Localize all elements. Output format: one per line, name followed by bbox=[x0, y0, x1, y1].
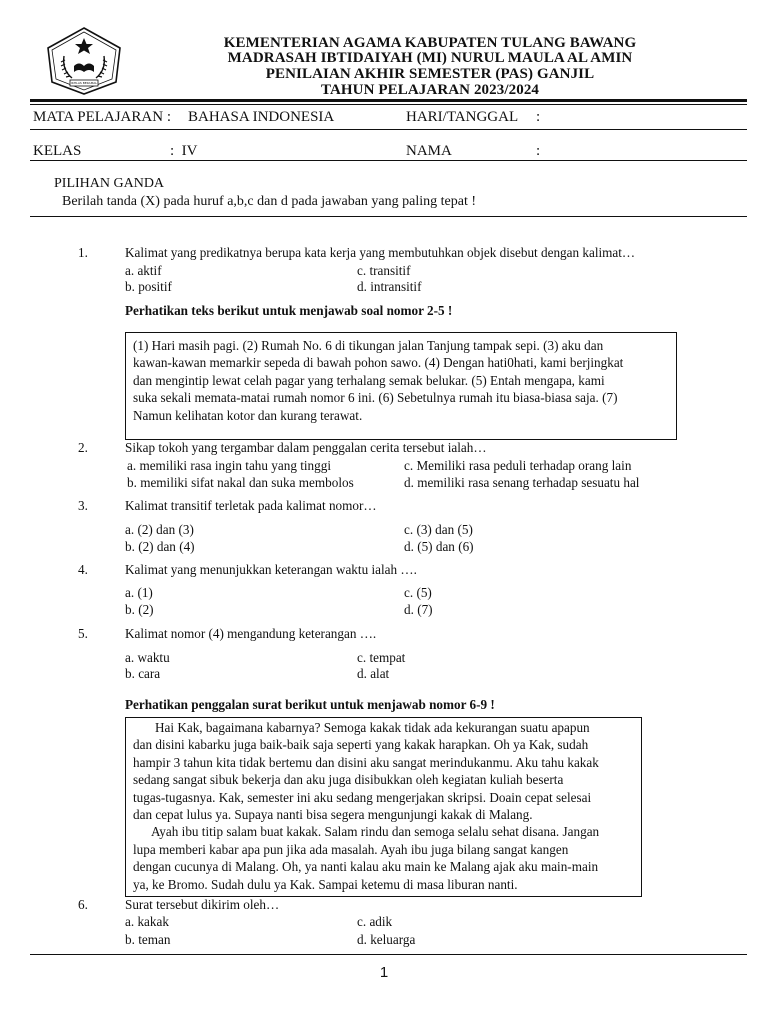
passage-1-line: Namun kelihatan kotor dan kurang terawat. bbox=[133, 407, 363, 423]
q2-number: 2. bbox=[78, 440, 88, 455]
q3-option-b[interactable]: b. (2) dan (4) bbox=[125, 539, 195, 554]
q6-number: 6. bbox=[78, 897, 88, 912]
q4-option-a[interactable]: a. (1) bbox=[125, 585, 153, 600]
section-title: PILIHAN GANDA bbox=[54, 176, 165, 191]
info-divider-2 bbox=[30, 160, 747, 161]
q2-option-d[interactable]: d. memiliki rasa senang terhadap sesuatu hal bbox=[404, 475, 640, 490]
q3-text: Kalimat transitif terletak pada kalimat nomor… bbox=[125, 498, 377, 513]
q5-option-a[interactable]: a. waktu bbox=[125, 650, 170, 665]
q2-option-a[interactable]: a. memiliki rasa ingin tahu yang tinggi bbox=[127, 458, 332, 473]
passage-1-line: (1) Hari masih pagi. (2) Rumah No. 6 di tikungan jalan Tanjung tampak sepi. (3) aku dan bbox=[133, 338, 604, 353]
logo-caption: IKHLAS BERAMAL bbox=[70, 81, 98, 85]
letter-line: dan disini kabarku juga baik-baik saja seperti yang kakak harapkan. Oh ya Kak, sudah bbox=[133, 737, 589, 753]
q4-option-d[interactable]: d. (7) bbox=[404, 602, 433, 617]
letter-line: sedang sangat sibuk bekerja dan aku juga disibukkan oleh kegiatan kuliah beserta bbox=[133, 772, 564, 788]
q5-option-c[interactable]: c. tempat bbox=[357, 650, 406, 665]
q3-option-c[interactable]: c. (3) dan (5) bbox=[404, 522, 473, 537]
q2-option-c[interactable]: c. Memiliki rasa peduli terhadap orang lain bbox=[404, 458, 632, 473]
letter-line: tugas-tugasnya. Kak, semester ini aku sedang mengerjakan skripsi. Doain cepat selesai bbox=[133, 789, 592, 805]
section-divider bbox=[30, 216, 747, 217]
q6-option-d[interactable]: d. keluarga bbox=[357, 932, 416, 947]
letter-passage-box bbox=[125, 717, 642, 897]
passage-1-box bbox=[125, 332, 677, 440]
q5-text: Kalimat nomor (4) mengandung keterangan …. bbox=[125, 626, 377, 641]
q3-number: 3. bbox=[78, 498, 88, 513]
q6-option-b[interactable]: b. teman bbox=[125, 932, 171, 947]
passage-1-line: kawan-kawan memarkir sepeda di bawah pohon sawo. (4) Dengan hati0hati, kami berjingkat bbox=[133, 355, 624, 371]
q5-number: 5. bbox=[78, 626, 88, 641]
info-divider-1 bbox=[30, 129, 747, 130]
q4-text: Kalimat yang menunjukkan keterangan waktu ialah …. bbox=[125, 562, 417, 577]
letter-line: dengan cucunya di Malang. Oh, ya nanti kalau aku main ke Malang ajak aku main-main bbox=[133, 859, 599, 875]
q1-option-b[interactable]: b. positif bbox=[125, 279, 172, 294]
header-ministry: KEMENTERIAN AGAMA KABUPATEN TULANG BAWANG bbox=[223, 35, 637, 51]
q4-option-c[interactable]: c. (5) bbox=[404, 585, 432, 600]
page-number: 1 bbox=[379, 964, 389, 981]
header-exam: PENILAIAN AKHIR SEMESTER (PAS) GANJIL bbox=[265, 66, 595, 82]
q1-number: 1. bbox=[78, 245, 88, 260]
q6-option-a[interactable]: a. kakak bbox=[125, 914, 169, 929]
instruction-passage-1: Perhatikan teks berikut untuk menjawab soal nomor 2-5 ! bbox=[125, 303, 453, 318]
subject-label: MATA PELAJARAN : bbox=[33, 109, 171, 125]
name-colon: : bbox=[536, 143, 541, 159]
subject-value: BAHASA INDONESIA bbox=[188, 109, 335, 125]
q5-option-d[interactable]: d. alat bbox=[357, 666, 390, 681]
instruction-passage-2: Perhatikan penggalan surat berikut untuk menjawab nomor 6-9 ! bbox=[125, 697, 495, 712]
class-label: KELAS bbox=[33, 143, 82, 159]
school-logo bbox=[44, 26, 124, 96]
q3-option-a[interactable]: a. (2) dan (3) bbox=[125, 522, 194, 537]
ministry-emblem-icon bbox=[44, 26, 124, 96]
footer-divider bbox=[30, 954, 747, 955]
q2-option-b[interactable]: b. memiliki sifat nakal dan suka membolos bbox=[127, 475, 354, 490]
q4-option-b[interactable]: b. (2) bbox=[125, 602, 154, 617]
q1-text: Kalimat yang predikatnya berupa kata kerja yang membutuhkan objek disebut dengan kalimat… bbox=[125, 245, 636, 260]
passage-1-line: suka sekali memata-matai rumah nomor 6 ini. (6) Sebetulnya rumah itu biasa-biasa saja. (7) bbox=[133, 390, 618, 406]
letter-line: hampir 3 tahun kita tidak bertemu dan disini aku sangat merindukanmu. Aku tahu kakak bbox=[133, 754, 599, 770]
q5-option-b[interactable]: b. cara bbox=[125, 666, 161, 681]
q1-option-d[interactable]: d. intransitif bbox=[357, 279, 422, 294]
section-instruction: Berilah tanda (X) pada huruf a,b,c dan d pada jawaban yang paling tepat ! bbox=[62, 194, 476, 209]
q1-option-a[interactable]: a. aktif bbox=[125, 263, 162, 278]
q2-text: Sikap tokoh yang tergambar dalam penggalan cerita tersebut ialah… bbox=[125, 440, 487, 455]
date-colon: : bbox=[536, 109, 541, 125]
q6-option-c[interactable]: c. adik bbox=[357, 914, 393, 929]
letter-line: lupa memberi kabar apa pun jika ada masalah. Ayah ibu juga bilang sangat kangen bbox=[133, 841, 569, 857]
letter-line: ya, ke Bromo. Sudah dulu ya Kak. Sampai ketemu di masa liburan nanti. bbox=[133, 876, 518, 892]
q1-option-c[interactable]: c. transitif bbox=[357, 263, 411, 278]
passage-1-line: dan mengintip lewat celah pagar yang terhalang semak belukar. (5) Entah mengapa, kami bbox=[133, 372, 605, 388]
date-label: HARI/TANGGAL bbox=[406, 109, 519, 125]
q4-number: 4. bbox=[78, 562, 88, 577]
q6-text: Surat tersebut dikirim oleh… bbox=[125, 897, 280, 912]
header-divider-thin bbox=[30, 104, 747, 105]
letter-line: Hai Kak, bagaimana kabarnya? Semoga kakak tidak ada kekurangan suatu apapun bbox=[155, 720, 590, 735]
header-divider-thick bbox=[30, 99, 747, 102]
name-label: NAMA bbox=[406, 143, 452, 159]
header-school: MADRASAH IBTIDAIYAH (MI) NURUL MAULA AL AMIN bbox=[227, 50, 633, 66]
letter-line: Ayah ibu titip salam buat kakak. Salam rindu dan semoga selalu sehat disana. Jangan bbox=[151, 824, 600, 840]
q3-option-d[interactable]: d. (5) dan (6) bbox=[404, 539, 474, 554]
header-year: TAHUN PELAJARAN 2023/2024 bbox=[320, 82, 540, 98]
class-value: : IV bbox=[170, 143, 198, 159]
letter-line: dan cepat lulus ya. Supaya nanti bisa segera mengunjungi kakak di Malang. bbox=[133, 807, 533, 823]
